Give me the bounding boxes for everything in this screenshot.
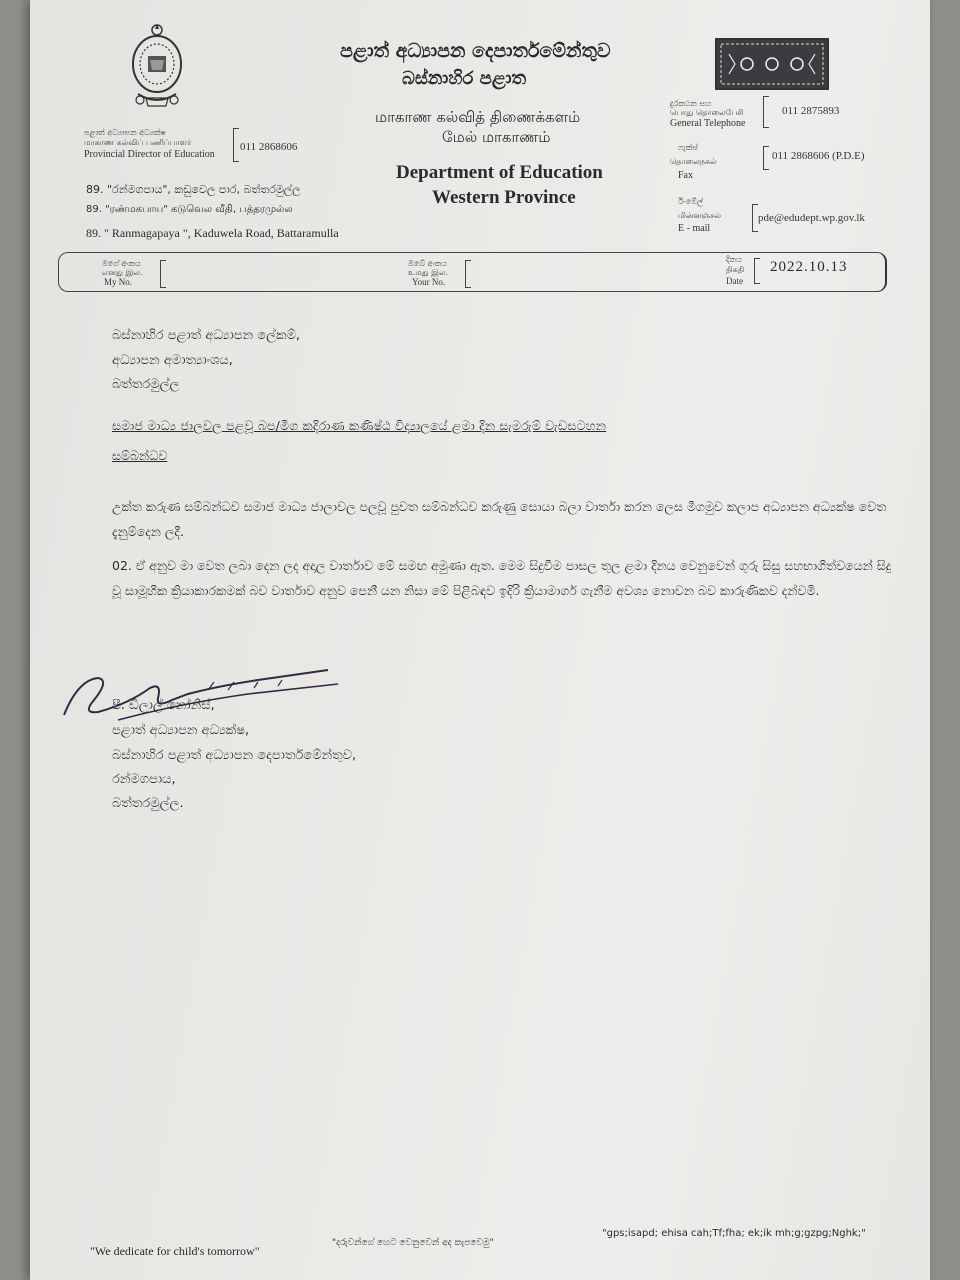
director-phone: 011 2868606	[240, 141, 298, 153]
address-si: 89. "රන්මගපාය", කඩුවෙල පාර, බත්තරමුල්ල	[86, 183, 301, 196]
recipient-line-3: බත්තරමුල්ල	[112, 377, 180, 392]
signatory-title: පළාත් අධ්‍යාපන අධ්‍යක්ෂ,	[112, 723, 250, 738]
myno-si: මගේ අංකය	[102, 259, 141, 268]
tel-label-en: General Telephone	[670, 118, 746, 129]
myno-ta: எனது இல.	[102, 268, 143, 277]
title-english-2: Western Province	[432, 187, 576, 208]
title-sinhala-1: පළාත් අධ්‍යාපන දෙපාර්තමේන්තුව	[340, 40, 611, 62]
tel-number: 011 2875893	[782, 105, 840, 117]
date-ta: திகதி	[726, 265, 745, 274]
date-en: Date	[726, 276, 743, 286]
tel-label-ta: பொது தொலைபேசி	[670, 108, 744, 117]
fax-label-si: ෆැක්ස්	[678, 143, 698, 152]
title-english-1: Department of Education	[396, 162, 603, 183]
national-emblem-icon	[126, 20, 188, 110]
subject-line-1: සමාජ මාධ්‍ය ජාලවල පළවූ බප/මීග කදිරාණ කණිෂ්ඨ විද්‍යාලයේ ළමා දින සැමරුම් වැඩසටහන	[112, 418, 607, 433]
yourno-ta: உமது இல.	[408, 268, 449, 277]
footer-motto-si: "දරුවන්ගේ හෙට වෙනුවෙන් අද කැපවෙමු"	[332, 1238, 494, 1248]
email-label-ta: மின்னஞ்சல்	[678, 211, 722, 220]
signatory-place-2: බත්තරමුල්ල.	[112, 796, 184, 811]
fax-label-en: Fax	[678, 170, 693, 181]
date-value: 2022.10.13	[770, 259, 848, 275]
director-label-en: Provincial Director of Education	[84, 149, 215, 160]
date-si: දිනය	[726, 255, 742, 264]
bracket	[763, 146, 769, 170]
fax-label-ta: தொலைநகல்	[670, 157, 717, 166]
recipient-line-2: අධ්‍යාපන අමාත්‍යාංශය,	[112, 353, 233, 368]
bracket	[160, 260, 166, 288]
email-address: pde@edudept.wp.gov.lk	[758, 212, 865, 224]
title-tamil-2: மேல் மாகாணம்	[442, 128, 551, 146]
address-ta: 89. "ரண்மகபாய" கடுவெல வீதி, பத்தரமுல்ல	[86, 204, 293, 215]
recipient-line-1: බස්නාහිර පළාත් අධ්‍යාපන ලේකම්,	[112, 328, 301, 343]
decorative-emblem-box	[715, 38, 829, 90]
bracket	[754, 258, 760, 284]
signatory-name: පී. ඩිලාල් නෝනිස්,	[112, 698, 215, 713]
yourno-en: Your No.	[412, 277, 446, 287]
letter-page	[30, 0, 930, 1280]
title-sinhala-2: බස්නාහිර පළාත	[402, 68, 527, 89]
director-label-ta: மாகாண கல்விப் பணிப்பாளர்	[84, 138, 192, 147]
address-en: 89. " Ranmagapaya ", Kaduwela Road, Battaramulla	[86, 226, 339, 240]
footer-motto-ta: "gps;isapd; ehisa cah;Tf;fha; ek;ik mh;g;gzpg;Nghk;"	[602, 1228, 866, 1239]
email-label-en: E - mail	[678, 223, 711, 234]
bracket	[763, 96, 769, 128]
signatory-place-1: රන්මගපාය,	[112, 772, 176, 787]
footer-motto-en: "We dedicate for child's tomorrow"	[90, 1244, 260, 1258]
body-paragraph-1: උක්ත කරුණ සම්බන්ධව සමාජ මාධ්‍ය ජාලාවල පලවූ පුවත සම්බන්ධව කරුණු සොයා බලා වාර්තා කරන ලෙස මීගමුව කලාප අධ්‍යාපන අධ්‍යක්ෂ වෙත දැනුම්දෙන ලදී.	[112, 499, 887, 539]
tel-label-si: දුරකථන සහ	[670, 99, 712, 108]
handwritten-signature	[58, 660, 348, 730]
bracket	[233, 128, 239, 162]
yourno-si: ඔබේ අංකය	[408, 259, 447, 268]
bracket	[465, 260, 471, 288]
fax-number: 011 2868606 (P.D.E)	[772, 150, 865, 162]
body-paragraph-2: 02. ඒ අනුව මා වෙත ලබා දෙන ලද අදාල වාර්තාව මේ සමඟ අමුණා ඇත. මෙම සිදුවීම පාසල තුල ළමා දිනය වෙනුවෙන් ගුරු සිසු සහභාගිත්වයෙන් සිදු වූ සාමූහික ක්‍රියාකාරකමක් බව වාර්තාව අනුව පෙනී යන නිසා මේ පිළිබඳව ඉදිරි ක්‍රියාමාර්ග ගැනීම අවශ්‍ය නොවන බව කාරුණිකව දන්වමි.	[112, 558, 892, 598]
reference-bar	[58, 252, 887, 292]
email-label-si: ඊ-මේල්	[678, 197, 704, 206]
title-tamil-1: மாகாண கல்வித் திணைக்களம்	[375, 108, 581, 126]
director-label-si: පළාත් අධ්‍යාපන අධ්‍යක්ෂ	[84, 128, 166, 137]
subject-line-2: සම්බන්ධව	[112, 448, 168, 463]
myno-en: My No.	[104, 277, 133, 287]
signatory-dept: බස්නාහිර පළාත් අධ්‍යාපන දෙපාර්තමේන්තුව,	[112, 748, 357, 763]
